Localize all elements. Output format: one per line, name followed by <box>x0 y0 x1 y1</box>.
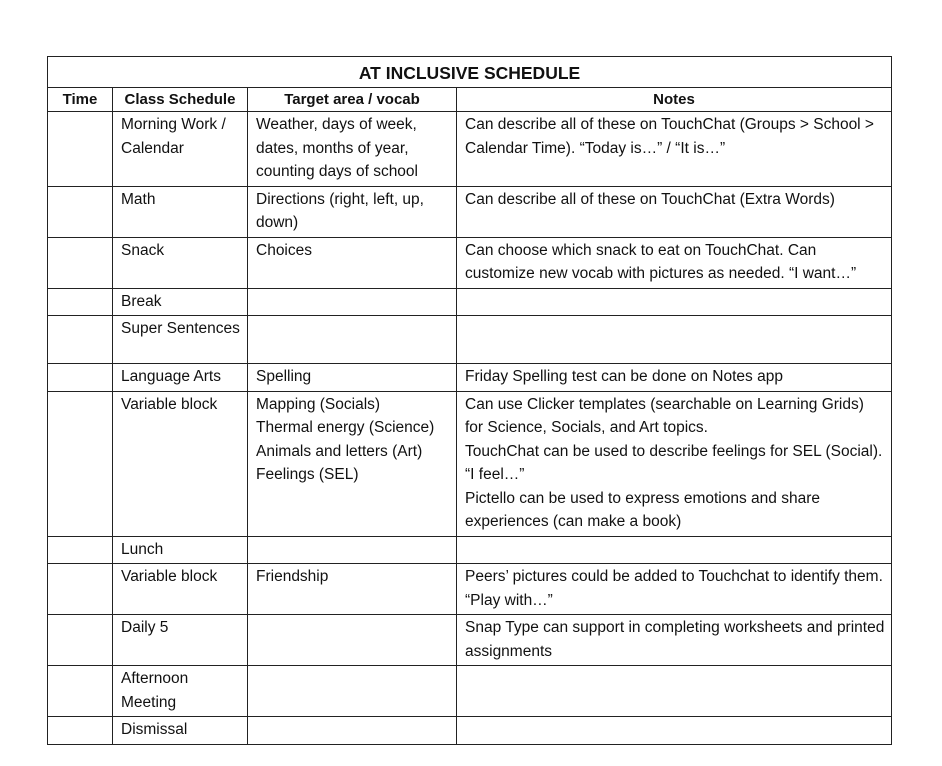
table-row <box>48 564 892 615</box>
note-item: Friday Spelling test can be done on Notes app <box>465 368 783 385</box>
table-row <box>48 316 892 364</box>
target-item: Thermal energy (Science) <box>256 419 435 436</box>
table-row <box>48 237 892 288</box>
target-item: Weather, days of week, dates, months of year, counting days of school <box>256 116 418 180</box>
time-cell <box>48 316 113 364</box>
time-cell <box>48 112 113 187</box>
target-cell <box>248 536 457 564</box>
table-row <box>48 186 892 237</box>
time-cell <box>48 237 113 288</box>
target-cell <box>248 391 457 536</box>
class-cell: Break <box>113 288 248 316</box>
class-cell: Super Sentences <box>113 316 248 364</box>
target-cell <box>248 237 457 288</box>
table-row <box>48 112 892 187</box>
class-cell: Snack <box>113 237 248 288</box>
time-cell <box>48 186 113 237</box>
time-cell <box>48 391 113 536</box>
class-cell: Dismissal <box>113 717 248 745</box>
notes-cell <box>457 564 892 615</box>
schedule-title: AT INCLUSIVE SCHEDULE <box>48 57 892 88</box>
column-header-target: Target area / vocab <box>248 88 457 112</box>
class-cell: Variable block <box>113 564 248 615</box>
target-item: Animals and letters (Art) <box>256 442 423 460</box>
notes-cell <box>457 112 892 187</box>
note-item: Can describe all of these on TouchChat (Groups > School > Calendar Time). “Today is…” / “It is…” <box>465 116 874 157</box>
time-cell <box>48 364 113 392</box>
notes-cell <box>457 364 892 392</box>
notes-cell <box>457 316 892 364</box>
table-row <box>48 536 892 564</box>
time-cell <box>48 564 113 615</box>
class-cell: Morning Work / Calendar <box>113 112 248 187</box>
target-cell <box>248 364 457 392</box>
note-item: Can choose which snack to eat on TouchChat. Can customize new vocab with pictures as needed. “I want…” <box>465 241 857 282</box>
column-header-time: Time <box>48 88 113 112</box>
target-item: Mapping (Socials) <box>256 395 381 413</box>
notes-cell <box>457 666 892 717</box>
time-cell <box>48 536 113 564</box>
target-cell <box>248 288 457 316</box>
target-cell <box>248 666 457 717</box>
target-cell <box>248 112 457 187</box>
table-row <box>48 288 892 316</box>
table-row <box>48 391 892 536</box>
notes-cell <box>457 536 892 564</box>
notes-cell <box>457 288 892 316</box>
notes-cell <box>457 237 892 288</box>
title-row <box>48 57 892 88</box>
target-item: Choices <box>256 241 312 259</box>
class-cell: Variable block <box>113 391 248 536</box>
time-cell <box>48 717 113 745</box>
note-item: Can use Clicker templates (searchable on Learning Grids) for Science, Socials, and Art topics. <box>465 395 864 436</box>
target-item: Feelings (SEL) <box>256 466 359 483</box>
class-cell: Daily 5 <box>113 615 248 666</box>
target-item: Friendship <box>256 568 329 585</box>
note-item: Can describe all of these on TouchChat (Extra Words) <box>465 190 835 208</box>
target-item: Spelling <box>256 368 312 385</box>
schedule-body <box>48 112 892 745</box>
class-cell: Lunch <box>113 536 248 564</box>
schedule-table <box>47 56 892 745</box>
time-cell <box>48 615 113 666</box>
table-row <box>48 364 892 392</box>
target-item: Directions (right, left, up, down) <box>256 190 424 231</box>
note-item: TouchChat can be used to describe feelings for SEL (Social). “I feel…” <box>465 442 883 483</box>
table-row <box>48 615 892 666</box>
target-cell <box>248 186 457 237</box>
class-cell: Math <box>113 186 248 237</box>
time-cell <box>48 666 113 717</box>
class-cell: Afternoon Meeting <box>113 666 248 717</box>
class-cell: Language Arts <box>113 364 248 392</box>
target-cell <box>248 717 457 745</box>
table-row <box>48 717 892 745</box>
target-cell <box>248 615 457 666</box>
notes-cell <box>457 717 892 745</box>
time-cell <box>48 288 113 316</box>
notes-cell <box>457 391 892 536</box>
table-row <box>48 666 892 717</box>
header-row <box>48 88 892 112</box>
note-item: Snap Type can support in completing worksheets and printed assignments <box>465 619 885 660</box>
target-cell <box>248 316 457 364</box>
target-cell <box>248 564 457 615</box>
column-header-notes: Notes <box>457 88 892 112</box>
notes-cell <box>457 615 892 666</box>
column-header-class-schedule: Class Schedule <box>113 88 248 112</box>
note-item: Pictello can be used to express emotions and share experiences (can make a book) <box>465 489 820 530</box>
notes-cell <box>457 186 892 237</box>
note-item: Peers’ pictures could be added to Touchchat to identify them. “Play with…” <box>465 568 883 609</box>
